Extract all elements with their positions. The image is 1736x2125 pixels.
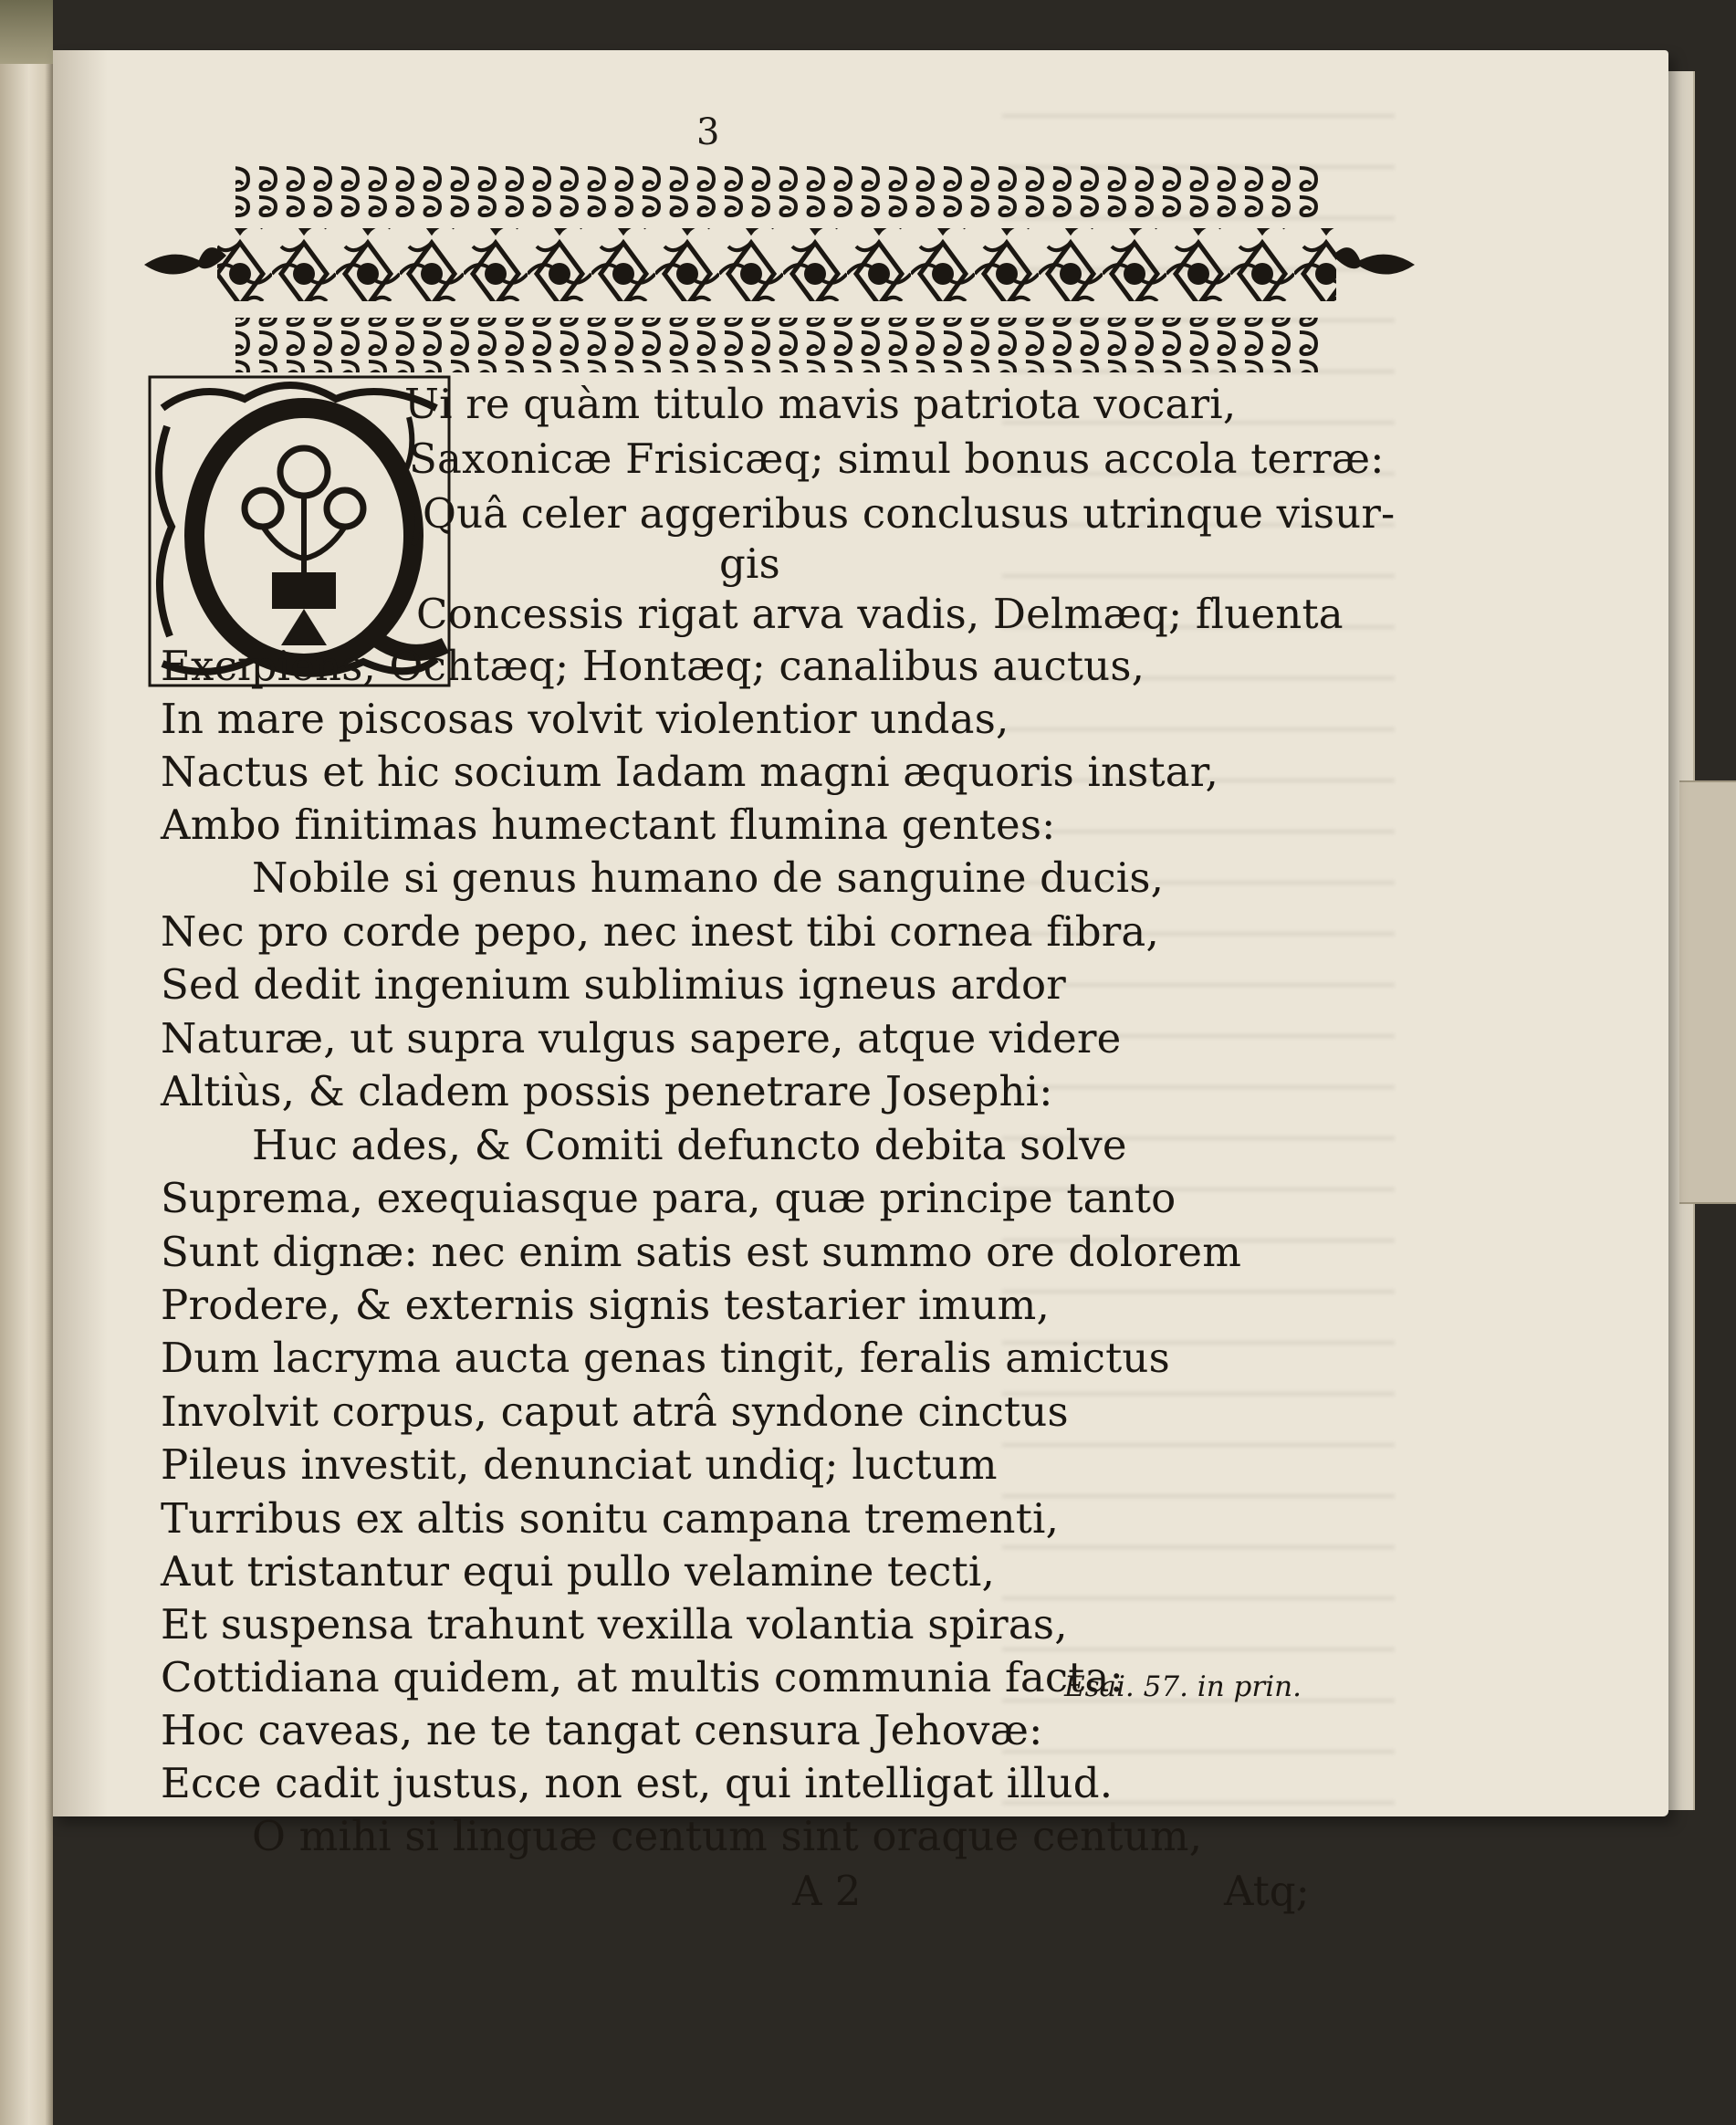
text-line: In mare piscosas volvit violentior undas, bbox=[161, 695, 1009, 743]
text-line: Quâ celer aggeribus conclusus utrinque visur- bbox=[423, 489, 1396, 538]
book-page bbox=[53, 50, 1668, 1915]
page-tab bbox=[1679, 780, 1736, 1204]
text-line: Turribus ex altis sonitu campana trementi, bbox=[161, 1494, 1060, 1543]
text-line: Altiùs, & cladem possis penetrare Josephi: bbox=[161, 1067, 1053, 1115]
binding-edge bbox=[0, 0, 53, 64]
text-line: Saxonicæ Frisicæq; simul bonus accola terræ: bbox=[409, 434, 1385, 483]
poem-text bbox=[53, 50, 1668, 1860]
text-line: Cottidiana quidem, at multis communia facta: bbox=[161, 1653, 1124, 1701]
marginal-note: Esai. 57. in prin. bbox=[1064, 1670, 1302, 1703]
text-line: Pileus investit, denunciat undiq; luctum bbox=[161, 1440, 998, 1489]
text-line: Involvit corpus, caput atrâ syndone cinctus bbox=[161, 1387, 1069, 1436]
text-line: Suprema, exequiasque para, quæ principe tanto bbox=[161, 1174, 1177, 1222]
text-line: Aut tristantur equi pullo velamine tecti, bbox=[161, 1547, 995, 1596]
text-line: Dum lacryma aucta genas tingit, feralis amictus bbox=[161, 1334, 1170, 1382]
page-number: 3 bbox=[696, 111, 720, 153]
facing-page-edge bbox=[0, 0, 53, 2125]
text-line: Nec pro corde pepo, nec inest tibi cornea fibra, bbox=[161, 907, 1159, 956]
text-line: Ecce cadit justus, non est, qui intelligat illud. bbox=[161, 1759, 1114, 1807]
text-line: Ambo finitimas humectant flumina gentes: bbox=[161, 801, 1056, 849]
signature-mark: A 2 bbox=[792, 1867, 862, 1915]
text-line: O mihi si linguæ centum sint oraque centum, bbox=[252, 1812, 1203, 1860]
text-line: Prodere, & externis signis testarier imum, bbox=[161, 1281, 1050, 1329]
text-line: Naturæ, ut supra vulgus sapere, atque videre bbox=[161, 1014, 1122, 1062]
text-line: Concessis rigat arva vadis, Delmæq; fluenta bbox=[416, 590, 1344, 638]
text-line: Et suspensa trahunt vexilla volantia spiras, bbox=[161, 1600, 1068, 1649]
text-line: Nobile si genus humano de sanguine ducis, bbox=[252, 853, 1165, 902]
text-line: Sed dedit ingenium sublimius igneus ardor bbox=[161, 960, 1066, 1009]
text-line: Hoc caveas, ne te tangat censura Jehovæ: bbox=[161, 1706, 1043, 1754]
text-line: Nactus et hic socium Iadam magni æquoris instar, bbox=[161, 748, 1219, 796]
text-line: Huc ades, & Comiti defuncto debita solve bbox=[252, 1121, 1127, 1169]
text-line: Ui re quàm titulo mavis patriota vocari, bbox=[404, 380, 1237, 428]
text-line: Sunt dignæ: nec enim satis est summo ore dolorem bbox=[161, 1228, 1242, 1276]
text-line: Excipiens, Ochtæq; Hontæq; canalibus auctus, bbox=[161, 642, 1145, 690]
catchword: Atq; bbox=[1224, 1867, 1310, 1915]
text-line: gis bbox=[719, 539, 780, 588]
